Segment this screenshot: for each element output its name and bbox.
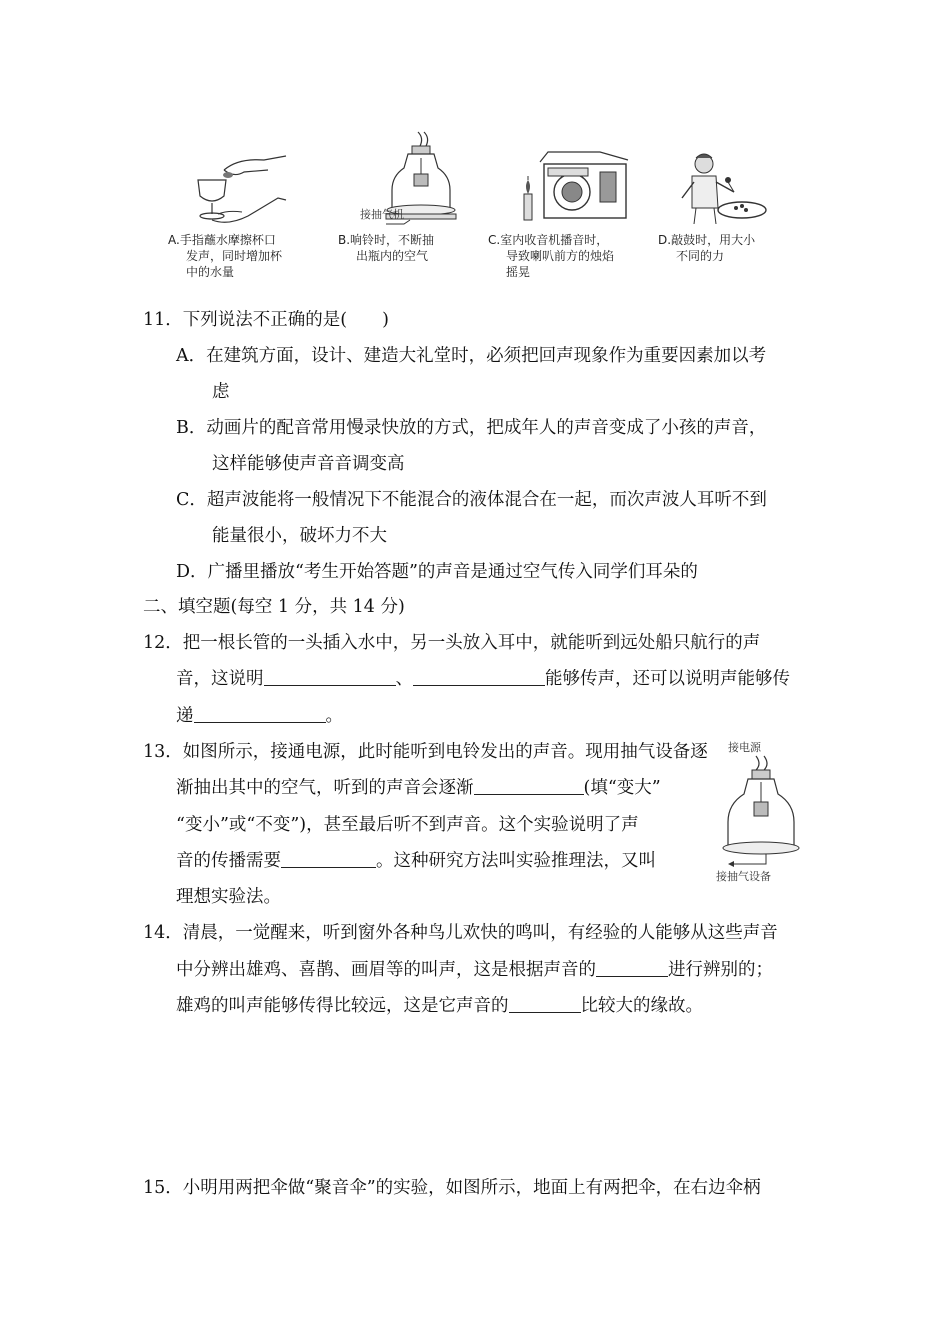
q11-option-b-cont: 这样能够使声音音调变高 (212, 454, 405, 474)
q11-option-c-cont: 能量很小，破坏力不大 (212, 526, 387, 546)
blank[interactable] (281, 849, 376, 868)
q11-option-c: C．超声波能将一般情况下不能混合的液体混合在一起，而次声波人耳听不到 (176, 490, 767, 510)
bell-jar-illustration (338, 128, 488, 232)
q11-option-b: B．动画片的配音常用慢录快放的方式，把成年人的声音变成了小孩的声音， (176, 418, 767, 438)
q11-option-d: D．广播里播放“考生开始答题”的声音是通过空气传入同学们耳朵的 (176, 562, 698, 582)
blank[interactable] (509, 994, 581, 1013)
blank[interactable] (596, 958, 668, 977)
q15-line1: 15．小明用两把伞做“聚音伞”的实验，如图所示，地面上有两把伞，在右边伞柄 (143, 1178, 761, 1198)
q13-line5: 理想实验法。 (176, 887, 281, 907)
wine-glass-finger-illustration (168, 128, 318, 232)
q14-line3: 雄鸡的叫声能够传得比较远，这是它声音的 比较大的缘故。 (176, 996, 703, 1016)
q12-line3: 递 。 (176, 706, 343, 726)
svg-text:接抽气设备: 接抽气设备 (716, 870, 771, 883)
q13-figure (712, 738, 812, 888)
q11-option-a-cont: 虑 (212, 382, 230, 402)
figure-a (168, 128, 318, 293)
q14-line1: 14．清晨，一觉醒来，听到窗外各种鸟儿欢快的鸣叫，有经验的人能够从这些声音 (143, 923, 778, 943)
q13-line2: 渐抽出其中的空气，听到的声音会逐渐 (填“变大” (176, 778, 661, 798)
blank[interactable] (474, 776, 584, 795)
q12-line2: 音，这说明 、 能够传声，还可以说明声能够传 (176, 669, 790, 689)
q11-option-a: A．在建筑方面，设计、建造大礼堂时，必须把回声现象作为重要因素加以考 (176, 346, 767, 366)
blank[interactable] (264, 667, 396, 686)
figure-d (658, 128, 808, 293)
figure-a-caption: A.手指蘸水摩擦杯口 发声，同时增加杯 中的水量 (168, 233, 283, 279)
figure-c-caption: C.室内收音机播音时， 导致喇叭前方的烛焰 摇晃 (488, 233, 615, 279)
q13-line3: “变小”或“不变”)，甚至最后听不到声音。这个实验说明了声 (176, 815, 639, 835)
q14-line2: 中分辨出雄鸡、喜鹊、画眉等的叫声，这是根据声音的 进行辨别的； (176, 960, 773, 980)
figure-b-caption: B.响铃时，不断抽 出瓶内的空气 (338, 233, 435, 263)
figure-d-caption: D.敲鼓时，用大小 不同的力 (658, 233, 756, 263)
figure-row (168, 128, 808, 293)
drum-child-illustration (658, 128, 808, 232)
q13-line1: 13．如图所示，接通电源，此时能听到电铃发出的声音。现用抽气设备逐 (143, 742, 708, 762)
q12-line1: 12．把一根长管的一头插入水中，另一头放入耳中，就能听到远处船只航行的声 (143, 633, 761, 653)
bell-jar-power-illustration (712, 738, 812, 888)
figure-b (338, 128, 488, 293)
q13-line4: 音的传播需要 。这种研究方法叫实验推理法，又叫 (176, 851, 656, 871)
figure-c (488, 128, 638, 293)
q11-stem: 11．下列说法不正确的是( ) (143, 310, 389, 330)
radio-candle-illustration (488, 128, 638, 232)
blank[interactable] (194, 704, 326, 723)
svg-text:接抽气机: 接抽气机 (360, 208, 404, 221)
section-title: 二、填空题(每空 1 分，共 14 分) (143, 597, 405, 617)
blank[interactable] (413, 667, 545, 686)
svg-text:接电源: 接电源 (728, 741, 761, 754)
